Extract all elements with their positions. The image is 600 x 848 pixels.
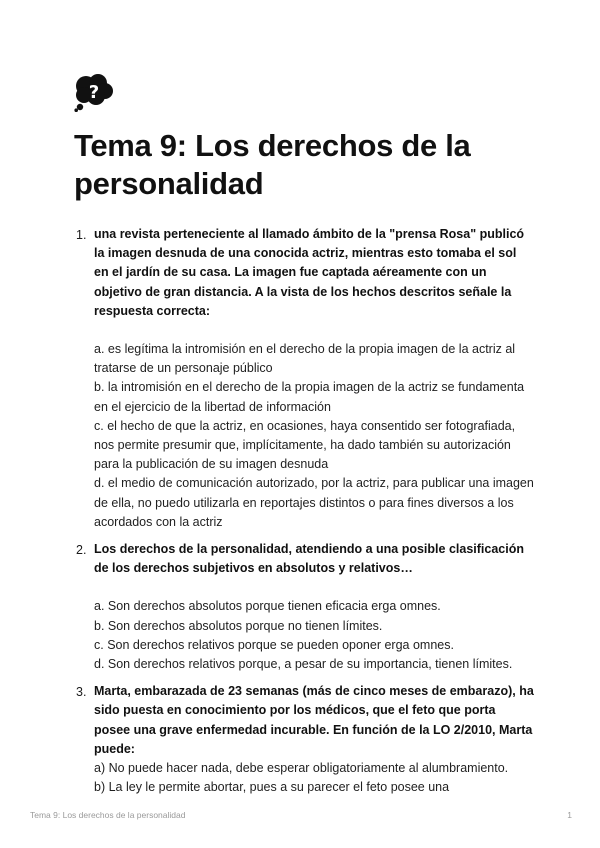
question-item: [74, 225, 534, 532]
answer-option-b: b. la intromisión en el derecho de la propia imagen de la actriz se fundamenta en el ejercicio de la libertad de información: [94, 380, 525, 414]
answer-option-a: a. Son derechos absolutos porque tienen eficacia erga omnes.: [94, 599, 441, 614]
answer-option-a: a) No puede hacer nada, debe esperar obligatoriamente al alumbramiento.: [94, 761, 509, 776]
answer-option-b: b) La ley le permite abortar, pues a su parecer el feto posee una: [94, 780, 450, 795]
answer-option-c: c. el hecho de que la actriz, en ocasiones, haya consentido ser fotografiada, nos permite presumir que, implícitamente, ha dado también su autorización para la publicación de su imagen desnuda: [94, 418, 516, 472]
answer-option-d: d. el medio de comunicación autorizado, por la actriz, para publicar una imagen de ella, no puedo utilizarla en reportajes distintos o para fines diversos a los acordados con la actriz: [94, 476, 534, 529]
svg-text:?: ?: [88, 82, 100, 103]
question-item: [74, 682, 534, 797]
question-number: 3.: [76, 685, 87, 700]
question-text: Marta, embarazada de 23 semanas (más de cinco meses de embarazo), ha sido puesta en conocimiento por los médicos, que el feto que porta posee una grave enfermedad incurable. En función de la LO 2/2010, Marta puede:: [94, 684, 534, 756]
question-text: una revista perteneciente al llamado ámbito de la "prensa Rosa" publicó la imagen desnuda de una conocida actriz, mientras esto tomaba el sol en el jardín de su casa. La imagen fue captada aéreamente con un objetivo de gran distancia. A la vista de los hechos descritos señale la respuesta correcta:: [94, 227, 525, 318]
answer-option-d: d. Son derechos relativos porque, a pesar de su importancia, tienen límites.: [94, 657, 513, 672]
footer-document-title: Tema 9: Los derechos de la personalidad: [30, 810, 186, 820]
question-number: 1.: [76, 228, 87, 242]
answer-option-b: b. Son derechos absolutos porque no tienen límites.: [94, 618, 383, 633]
question-item: [74, 540, 534, 674]
answer-options: [94, 759, 534, 797]
page-title: Tema 9: Los derechos de la personalidad: [74, 128, 471, 201]
question-number: 2.: [76, 543, 87, 558]
thought-bubble-question-icon: [74, 74, 114, 112]
footer-page-number: 1: [567, 810, 572, 820]
question-list: [74, 225, 534, 805]
answer-options: [94, 597, 534, 674]
answer-option-c: c. Son derechos relativos porque se pueden oponer erga omnes.: [94, 637, 454, 652]
question-text: Los derechos de la personalidad, atendiendo a una posible clasificación de los derechos subjetivos en absolutos y relativos…: [94, 542, 524, 576]
answer-option-a: a. es legítima la intromisión en el derecho de la propia imagen de la actriz al tratarse de un personaje público: [94, 342, 516, 376]
answer-options: [94, 340, 534, 532]
